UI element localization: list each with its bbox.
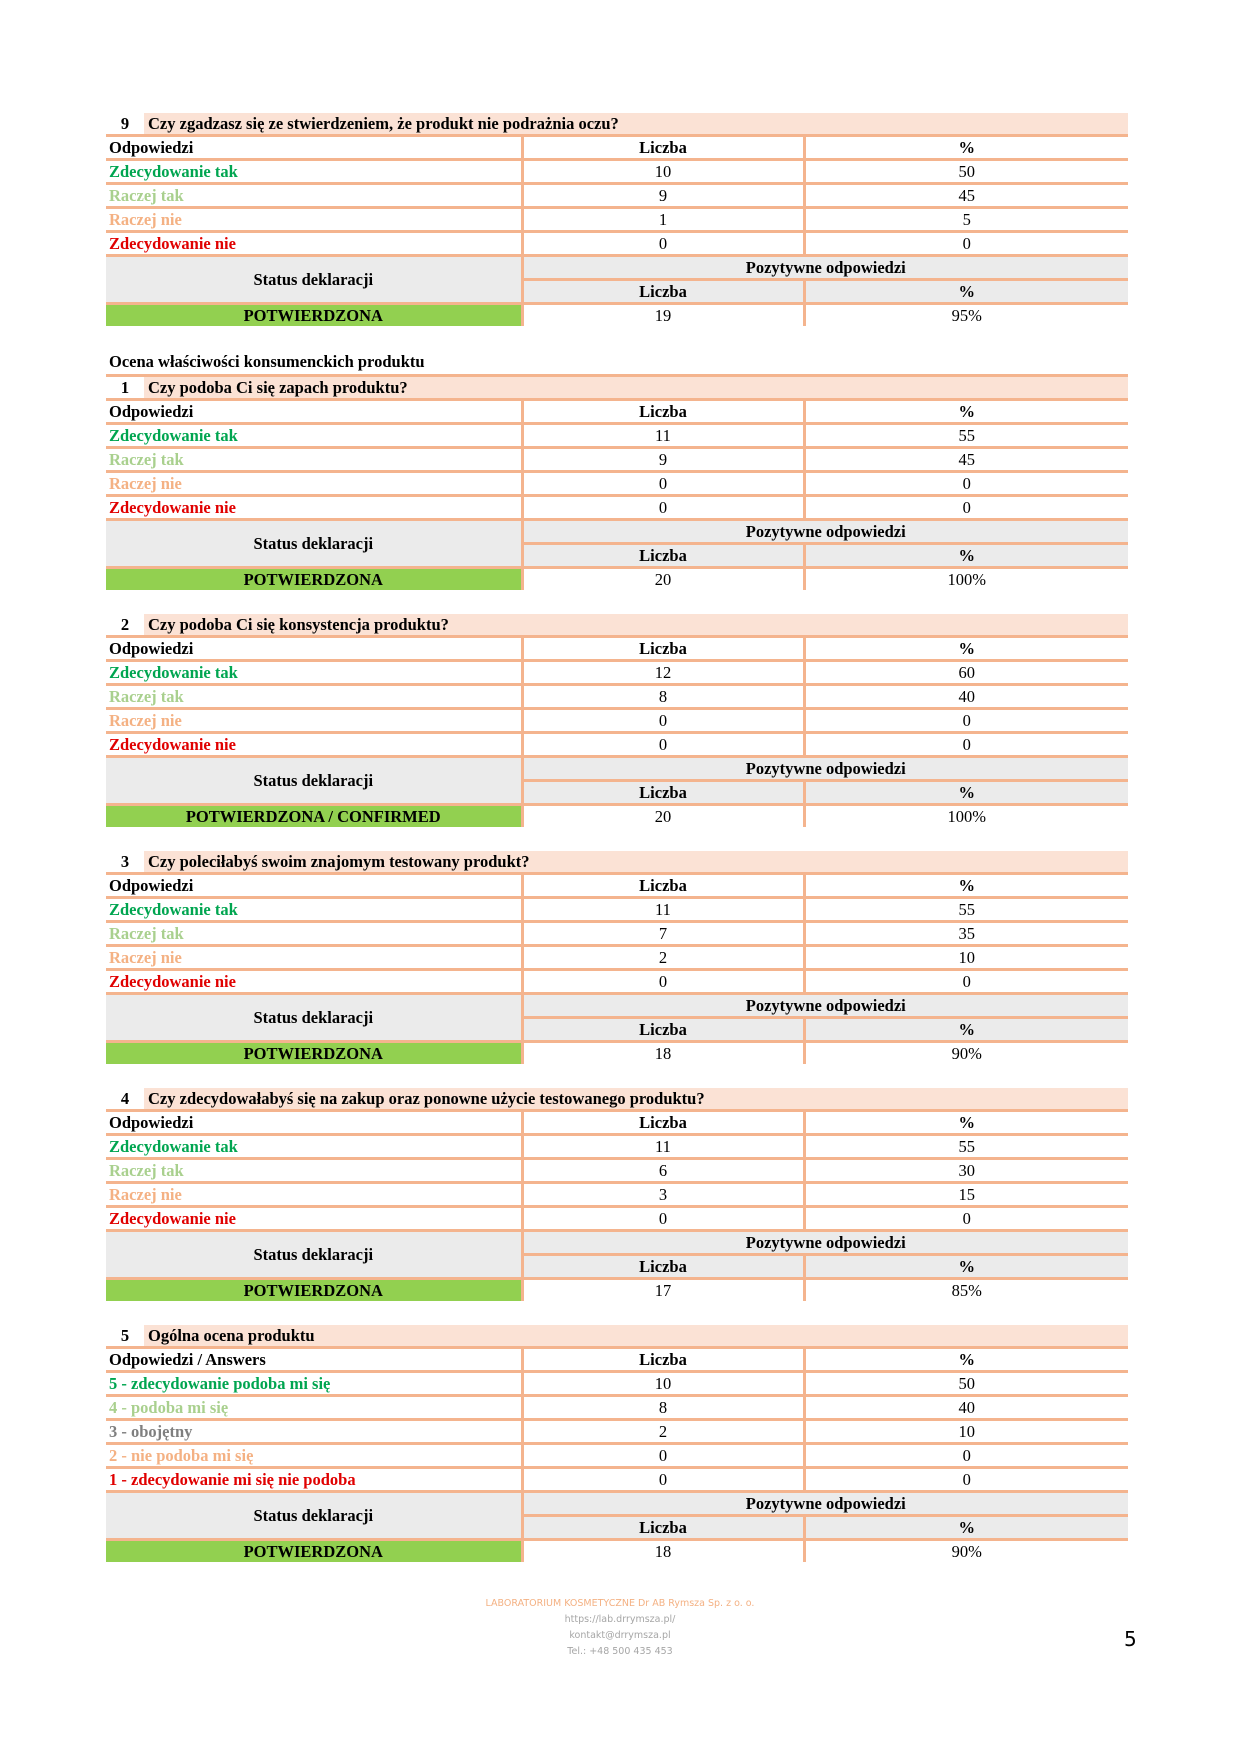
answer-percent: 50 xyxy=(804,160,1128,184)
answer-count: 0 xyxy=(522,733,804,757)
positive-count: 20 xyxy=(522,568,804,591)
answer-percent: 55 xyxy=(804,1135,1128,1159)
answer-percent: 0 xyxy=(804,709,1128,733)
status-header: Status deklaracji xyxy=(106,1492,522,1540)
answer-label: Zdecydowanie nie xyxy=(106,1207,522,1231)
status-badge: POTWIERDZONA xyxy=(106,304,522,327)
answer-label: Zdecydowanie tak xyxy=(106,424,522,448)
status-badge: POTWIERDZONA xyxy=(106,1042,522,1065)
table-row xyxy=(106,208,1128,232)
answers-header: Odpowiedzi xyxy=(106,400,522,424)
positive-percent: 100% xyxy=(947,807,986,826)
answer-count: 2 xyxy=(522,946,804,970)
page-number: 5 xyxy=(1124,1627,1137,1651)
positive-count: 19 xyxy=(522,304,804,327)
positive-percent-header: % xyxy=(804,544,1128,568)
question-section-3 xyxy=(106,851,1128,1064)
positive-count-header: Liczba xyxy=(522,1255,804,1279)
percent-header: % xyxy=(804,1348,1128,1372)
answer-count: 8 xyxy=(522,685,804,709)
table-row xyxy=(106,1135,1128,1159)
answer-count: 0 xyxy=(522,970,804,994)
positive-percent: 90% xyxy=(951,1044,982,1063)
percent-header: % xyxy=(804,136,1128,160)
answer-percent: 30 xyxy=(804,1159,1128,1183)
answer-label: 3 - obojętny xyxy=(106,1420,522,1444)
table-row xyxy=(106,685,1128,709)
answer-percent: 50 xyxy=(804,1372,1128,1396)
status-badge: POTWIERDZONA xyxy=(106,1540,522,1563)
answer-count: 10 xyxy=(522,1372,804,1396)
count-header: Liczba xyxy=(522,1348,804,1372)
answer-count: 12 xyxy=(522,661,804,685)
question-number: 2 xyxy=(106,614,144,635)
answer-count: 9 xyxy=(522,184,804,208)
positive-header: Pozytywne odpowiedzi xyxy=(522,256,1128,280)
table-row xyxy=(106,661,1128,685)
answer-percent: 0 xyxy=(804,1468,1128,1492)
positive-header: Pozytywne odpowiedzi xyxy=(522,757,1128,781)
count-header: Liczba xyxy=(522,1111,804,1135)
answer-percent: 0 xyxy=(804,1207,1128,1231)
positive-count: 20 xyxy=(522,805,804,828)
table-row xyxy=(106,1420,1128,1444)
answer-label: 4 - podoba mi się xyxy=(106,1396,522,1420)
answers-header: Odpowiedzi / Answers xyxy=(106,1348,522,1372)
question-text: Czy podoba Ci się konsystencja produktu? xyxy=(144,614,1128,635)
status-header: Status deklaracji xyxy=(106,757,522,805)
positive-count-header: Liczba xyxy=(522,1018,804,1042)
answer-count: 9 xyxy=(522,448,804,472)
answer-label: Zdecydowanie tak xyxy=(106,1135,522,1159)
positive-header: Pozytywne odpowiedzi xyxy=(522,1492,1128,1516)
table-row xyxy=(106,160,1128,184)
table-row xyxy=(106,1468,1128,1492)
percent-header: % xyxy=(804,1111,1128,1135)
answer-percent: 40 xyxy=(804,1396,1128,1420)
question-section-1 xyxy=(106,374,1128,590)
answer-label: Raczej tak xyxy=(106,448,522,472)
answer-label: Zdecydowanie nie xyxy=(106,733,522,757)
question-number: 9 xyxy=(106,113,144,134)
table-row xyxy=(106,970,1128,994)
positive-percent-header: % xyxy=(804,781,1128,805)
positive-percent-header: % xyxy=(804,1516,1128,1540)
answer-label: Zdecydowanie nie xyxy=(106,970,522,994)
table-row xyxy=(106,448,1128,472)
footer-website-link[interactable]: https://lab.drrymsza.pl/ xyxy=(564,1614,676,1625)
answer-label: Zdecydowanie tak xyxy=(106,898,522,922)
question-text: Czy poleciłabyś swoim znajomym testowany produkt? xyxy=(144,851,1128,872)
question-number: 5 xyxy=(106,1325,144,1346)
answer-count: 0 xyxy=(522,232,804,256)
positive-percent-header: % xyxy=(804,280,1128,304)
positive-percent: 95% xyxy=(951,306,982,325)
question-section-5 xyxy=(106,1325,1128,1562)
answer-label: Raczej nie xyxy=(106,472,522,496)
percent-header: % xyxy=(804,400,1128,424)
answer-label: Raczej nie xyxy=(106,1183,522,1207)
positive-percent: 85% xyxy=(951,1281,982,1300)
question-number: 4 xyxy=(106,1088,144,1109)
answer-count: 0 xyxy=(522,472,804,496)
table-row xyxy=(106,496,1128,520)
answer-percent: 0 xyxy=(804,970,1128,994)
question-table xyxy=(106,1088,1128,1301)
positive-percent-header: % xyxy=(804,1255,1128,1279)
question-table xyxy=(106,374,1128,590)
table-row xyxy=(106,424,1128,448)
positive-header: Pozytywne odpowiedzi xyxy=(522,520,1128,544)
answer-percent: 10 xyxy=(804,946,1128,970)
count-header: Liczba xyxy=(522,400,804,424)
answers-header: Odpowiedzi xyxy=(106,136,522,160)
answer-count: 6 xyxy=(522,1159,804,1183)
table-row xyxy=(106,1372,1128,1396)
count-header: Liczba xyxy=(522,874,804,898)
positive-count-header: Liczba xyxy=(522,1516,804,1540)
percent-header: % xyxy=(804,637,1128,661)
question-number: 3 xyxy=(106,851,144,872)
positive-percent: 100% xyxy=(947,570,986,589)
table-row xyxy=(106,1183,1128,1207)
answer-label: Raczej nie xyxy=(106,946,522,970)
answer-count: 11 xyxy=(522,1135,804,1159)
question-text: Czy zdecydowałabyś się na zakup oraz ponowne użycie testowanego produktu? xyxy=(144,1088,1128,1109)
answer-label: 1 - zdecydowanie mi się nie podoba xyxy=(106,1468,522,1492)
status-header: Status deklaracji xyxy=(106,256,522,304)
answer-percent: 60 xyxy=(804,661,1128,685)
answer-label: Raczej tak xyxy=(106,685,522,709)
answer-label: Raczej tak xyxy=(106,1159,522,1183)
table-row xyxy=(106,1159,1128,1183)
table-row xyxy=(106,709,1128,733)
status-header: Status deklaracji xyxy=(106,520,522,568)
answer-count: 7 xyxy=(522,922,804,946)
table-row xyxy=(106,1396,1128,1420)
question-table xyxy=(106,113,1128,326)
status-badge: POTWIERDZONA xyxy=(106,1279,522,1302)
answer-percent: 45 xyxy=(804,184,1128,208)
question-table xyxy=(106,851,1128,1064)
answer-label: Zdecydowanie nie xyxy=(106,496,522,520)
answer-percent: 0 xyxy=(804,232,1128,256)
positive-count-header: Liczba xyxy=(522,280,804,304)
question-section-2 xyxy=(106,614,1128,827)
positive-percent-header: % xyxy=(804,1018,1128,1042)
answer-percent: 0 xyxy=(804,733,1128,757)
question-text: Czy zgadzasz się ze stwierdzeniem, że produkt nie podrażnia oczu? xyxy=(144,113,1128,134)
count-header: Liczba xyxy=(522,637,804,661)
answer-percent: 10 xyxy=(804,1420,1128,1444)
answer-count: 0 xyxy=(522,496,804,520)
footer-phone: Tel.: +48 500 435 453 xyxy=(567,1646,673,1657)
answer-count: 10 xyxy=(522,160,804,184)
answer-percent: 40 xyxy=(804,685,1128,709)
footer-email-link[interactable]: kontakt@drrymsza.pl xyxy=(569,1630,671,1641)
answer-percent: 5 xyxy=(804,208,1128,232)
positive-percent: 90% xyxy=(951,1542,982,1561)
answer-count: 0 xyxy=(522,1444,804,1468)
answer-label: Zdecydowanie nie xyxy=(106,232,522,256)
answer-count: 11 xyxy=(522,424,804,448)
question-table xyxy=(106,1325,1128,1562)
table-row xyxy=(106,184,1128,208)
table-row xyxy=(106,946,1128,970)
survey-results-page xyxy=(106,113,1128,1586)
question-number: 1 xyxy=(106,377,144,398)
table-row xyxy=(106,733,1128,757)
answers-header: Odpowiedzi xyxy=(106,874,522,898)
table-row xyxy=(106,472,1128,496)
answer-count: 0 xyxy=(522,1468,804,1492)
answer-percent: 35 xyxy=(804,922,1128,946)
answer-percent: 55 xyxy=(804,898,1128,922)
status-badge: POTWIERDZONA xyxy=(106,568,522,591)
table-row xyxy=(106,232,1128,256)
question-section-4 xyxy=(106,1088,1128,1301)
answer-label: Zdecydowanie tak xyxy=(106,661,522,685)
question-text: Czy podoba Ci się zapach produktu? xyxy=(144,377,1128,398)
answers-header: Odpowiedzi xyxy=(106,637,522,661)
question-table xyxy=(106,614,1128,827)
footer-company: LABORATORIUM KOSMETYCZNE Dr AB Rymsza Sp. z o. o. xyxy=(485,1598,755,1609)
answer-count: 11 xyxy=(522,898,804,922)
answer-percent: 0 xyxy=(804,496,1128,520)
status-header: Status deklaracji xyxy=(106,994,522,1042)
answer-percent: 45 xyxy=(804,448,1128,472)
positive-count: 18 xyxy=(522,1540,804,1563)
answer-count: 0 xyxy=(522,1207,804,1231)
answer-percent: 15 xyxy=(804,1183,1128,1207)
status-header: Status deklaracji xyxy=(106,1231,522,1279)
positive-count-header: Liczba xyxy=(522,544,804,568)
table-row xyxy=(106,898,1128,922)
percent-header: % xyxy=(804,874,1128,898)
answer-count: 2 xyxy=(522,1420,804,1444)
table-row xyxy=(106,922,1128,946)
answer-count: 3 xyxy=(522,1183,804,1207)
answer-percent: 55 xyxy=(804,424,1128,448)
positive-header: Pozytywne odpowiedzi xyxy=(522,994,1128,1018)
answer-label: Raczej tak xyxy=(106,184,522,208)
question-text: Ogólna ocena produktu xyxy=(144,1325,1128,1346)
positive-count-header: Liczba xyxy=(522,781,804,805)
answer-percent: 0 xyxy=(804,1444,1128,1468)
answer-percent: 0 xyxy=(804,472,1128,496)
answer-count: 0 xyxy=(522,709,804,733)
positive-header: Pozytywne odpowiedzi xyxy=(522,1231,1128,1255)
answer-count: 8 xyxy=(522,1396,804,1420)
answer-label: Raczej nie xyxy=(106,709,522,733)
positive-count: 18 xyxy=(522,1042,804,1065)
question-section-9 xyxy=(106,113,1128,326)
answer-label: Raczej tak xyxy=(106,922,522,946)
answer-count: 1 xyxy=(522,208,804,232)
answer-label: 2 - nie podoba mi się xyxy=(106,1444,522,1468)
page-footer xyxy=(420,1596,820,1660)
count-header: Liczba xyxy=(522,136,804,160)
answer-label: 5 - zdecydowanie podoba mi się xyxy=(106,1372,522,1396)
table-row xyxy=(106,1444,1128,1468)
answer-label: Raczej nie xyxy=(106,208,522,232)
section-heading: Ocena właściwości konsumenckich produktu xyxy=(109,352,425,371)
positive-count: 17 xyxy=(522,1279,804,1302)
answers-header: Odpowiedzi xyxy=(106,1111,522,1135)
answer-label: Zdecydowanie tak xyxy=(106,160,522,184)
status-badge: POTWIERDZONA / CONFIRMED xyxy=(106,805,522,828)
table-row xyxy=(106,1207,1128,1231)
